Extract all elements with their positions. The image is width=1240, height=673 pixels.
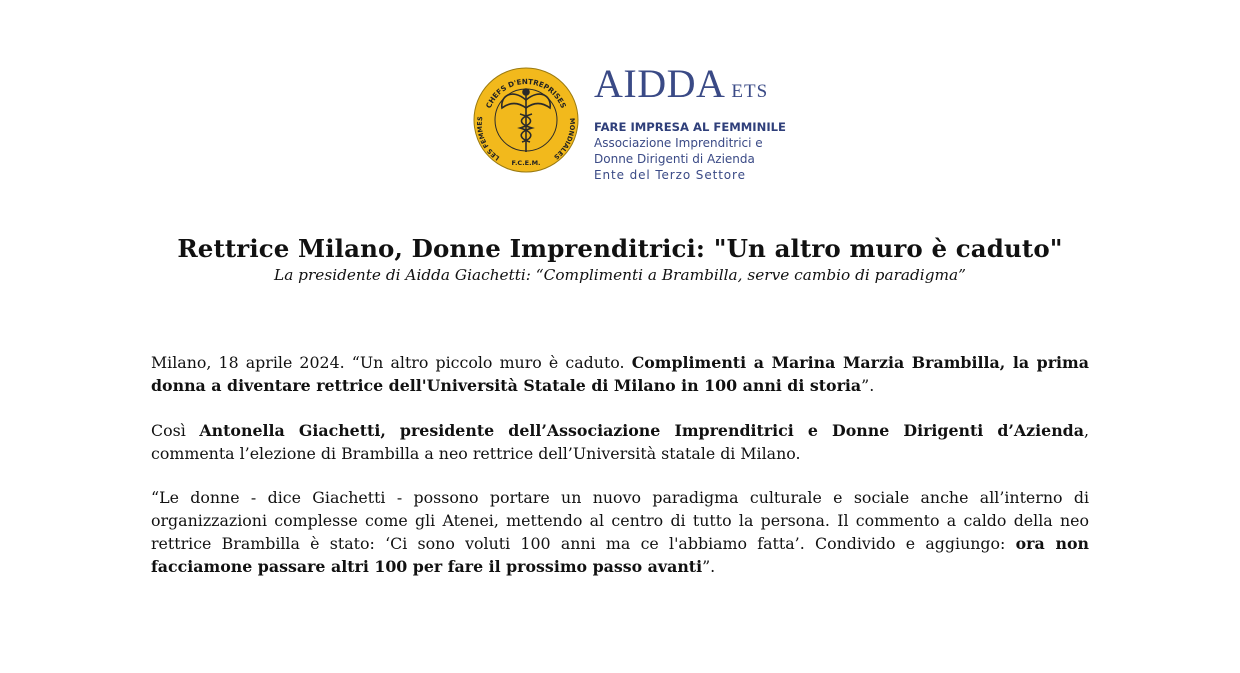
brand-suffix: ETS xyxy=(731,81,769,102)
paragraph-1-bold: Complimenti a Marina Marzia Brambilla, la prima donna a diventare rettrice dell'Università Statale di Milano in 100 anni di storia xyxy=(151,353,1089,395)
seal-bottom-text: F.C.E.M. xyxy=(511,159,541,167)
page-subtitle: La presidente di Aidda Giachetti: “Complimenti a Brambilla, serve cambio di paradigma” xyxy=(274,266,966,284)
seal-left-text: LES FEMMES xyxy=(475,115,502,163)
paragraph-2-bold: Antonella Giachetti, presidente dell’Associazione Imprenditrici e Donne Dirigenti d’Azienda xyxy=(199,421,1084,440)
paragraph-1: Milano, 18 aprile 2024. “Un altro piccolo muro è caduto. Complimenti a Marina Marzia Brambilla, la prima donna a diventare rettrice dell'Università Statale di Milano in 100 anni di storia”. xyxy=(151,353,1089,395)
paragraph-2: Così Antonella Giachetti, presidente dell’Associazione Imprenditrici e Donne Dirigenti d’Azienda, commenta l’elezione di Brambilla a neo rettrice dell’Università statale di Milano. xyxy=(151,421,1089,463)
brand-tagline: FARE IMPRESA AL FEMMINILE xyxy=(594,120,786,134)
fcem-seal-icon xyxy=(472,66,580,174)
aidda-logo xyxy=(472,61,786,182)
seal-right-text: MONDIALES xyxy=(552,117,577,162)
paragraph-3: “Le donne - dice Giachetti - possono portare un nuovo paradigma culturale e sociale anche all’interno di organizzazioni complesse come gli Atenei, mettendo al centro di tutto la persona. Il commento a caldo della neo rettrice Brambilla è stato: ‘Ci sono voluti 100 anni ma ce l'abbiamo fatta’. Condivido e aggiungo: ora non facciamone passare altri 100 per fare il prossimo passo avanti”. xyxy=(151,488,1089,576)
brand-name: AIDDA ETS xyxy=(594,61,769,106)
page-title: Rettrice Milano, Donne Imprenditrici: "Un altro muro è caduto" xyxy=(177,234,1063,263)
paragraph-3-bold: ora non facciamone passare altri 100 per fare il prossimo passo avanti xyxy=(151,534,1089,576)
brand-line-3: Ente del Terzo Settore xyxy=(594,168,746,182)
brand-line-1: Associazione Imprenditrici e xyxy=(594,136,763,150)
seal-top-text: CHEFS D'ENTREPRISES xyxy=(483,76,569,110)
brand-line-2: Donne Dirigenti di Azienda xyxy=(594,152,755,166)
